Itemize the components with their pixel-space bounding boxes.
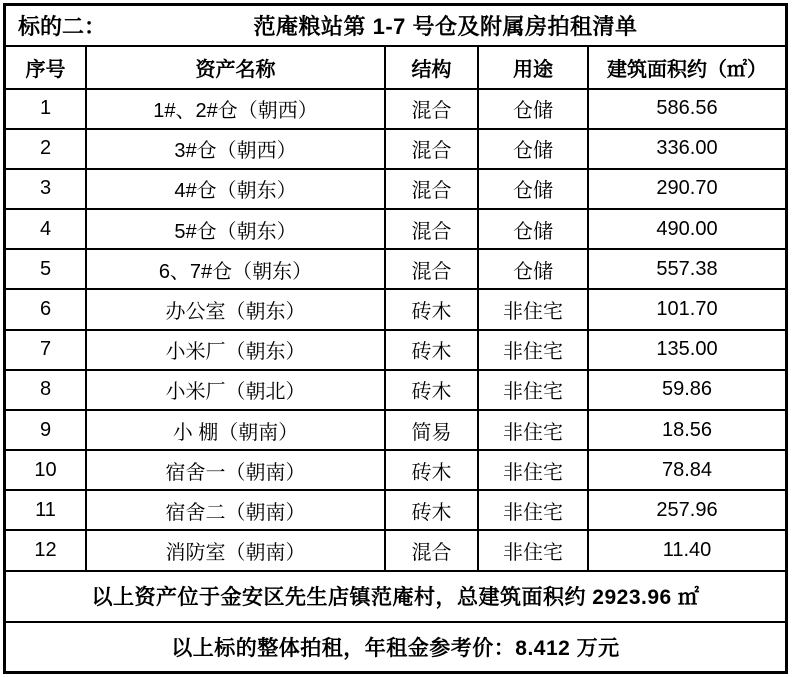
table-row [6,168,785,208]
cell-name: 5#仓（朝东） [85,210,384,248]
cell-no: 6 [39,297,52,320]
cell-usage: 仓储 [477,90,587,128]
table-row [6,208,785,248]
cell-name: 4#仓（朝东） [85,170,384,208]
cell-usage: 非住宅 [477,331,587,369]
cell-area: 336.00 [587,130,785,168]
table-row [6,248,785,288]
footer-location-summary: 以上资产位于金安区先生店镇范庵村，总建筑面积约 2923.96 ㎡ [6,570,785,622]
cell-structure: 混合 [384,170,477,208]
cell-name: 办公室（朝东） [85,290,384,328]
cell-name: 宿舍一（朝南） [85,451,384,489]
column-header-name: 资产名称 [85,47,384,88]
cell-no: 5 [39,257,52,280]
cell-usage: 仓储 [477,170,587,208]
cell-usage: 仓储 [477,250,587,288]
cell-no: 1 [39,97,52,120]
cell-no: 10 [34,458,57,481]
column-header-usage: 用途 [477,47,587,88]
subject-label: 标的二： [18,13,107,39]
rental-listing-table [3,3,788,674]
cell-structure: 混合 [384,531,477,569]
page-title: 范庵粮站第 1-7 号仓及附属房拍租清单 [253,13,638,39]
cell-no: 9 [39,418,52,441]
title-row [6,6,785,45]
cell-usage: 非住宅 [477,371,587,409]
cell-usage: 非住宅 [477,451,587,489]
cell-structure: 简易 [384,411,477,449]
cell-usage: 仓储 [477,210,587,248]
cell-structure: 混合 [384,130,477,168]
cell-usage: 非住宅 [477,491,587,529]
column-header-area: 建筑面积约（㎡） [587,47,785,88]
cell-no: 2 [39,137,52,160]
cell-structure: 砖木 [384,371,477,409]
cell-area: 18.56 [587,411,785,449]
column-header-no: 序号 [25,58,66,81]
footer-price-summary: 以上标的整体拍租，年租金参考价：8.412 万元 [6,621,785,671]
cell-area: 257.96 [587,491,785,529]
cell-usage: 非住宅 [477,290,587,328]
cell-no: 11 [35,498,56,521]
cell-structure: 混合 [384,250,477,288]
cell-usage: 仓储 [477,130,587,168]
cell-structure: 砖木 [384,451,477,489]
cell-area: 78.84 [587,451,785,489]
cell-no: 3 [39,177,52,200]
cell-area: 135.00 [587,331,785,369]
cell-usage: 非住宅 [477,411,587,449]
cell-name: 消防室（朝南） [85,531,384,569]
cell-name: 宿舍二（朝南） [85,491,384,529]
table-row [6,288,785,328]
table-header-row [6,45,785,88]
table-row [6,449,785,489]
cell-structure: 混合 [384,90,477,128]
cell-no: 12 [34,539,57,562]
cell-name: 1#、2#仓（朝西） [85,90,384,128]
table-row [6,489,785,529]
column-header-structure: 结构 [384,47,477,88]
cell-no: 4 [39,217,52,240]
cell-area: 11.40 [587,531,785,569]
cell-name: 6、7#仓（朝东） [85,250,384,288]
cell-area: 59.86 [587,371,785,409]
cell-name: 小 棚（朝南） [85,411,384,449]
cell-name: 3#仓（朝西） [85,130,384,168]
cell-name: 小米厂（朝北） [85,371,384,409]
cell-name: 小米厂（朝东） [85,331,384,369]
cell-structure: 砖木 [384,491,477,529]
cell-area: 101.70 [587,290,785,328]
cell-area: 490.00 [587,210,785,248]
cell-area: 290.70 [587,170,785,208]
table-row [6,409,785,449]
cell-area: 586.56 [587,90,785,128]
cell-usage: 非住宅 [477,531,587,569]
table-row [6,329,785,369]
cell-structure: 混合 [384,210,477,248]
cell-structure: 砖木 [384,331,477,369]
cell-structure: 砖木 [384,290,477,328]
cell-area: 557.38 [587,250,785,288]
table-row [6,529,785,569]
cell-no: 8 [39,378,52,401]
table-row [6,369,785,409]
cell-no: 7 [39,338,52,361]
table-row [6,128,785,168]
table-row [6,88,785,128]
